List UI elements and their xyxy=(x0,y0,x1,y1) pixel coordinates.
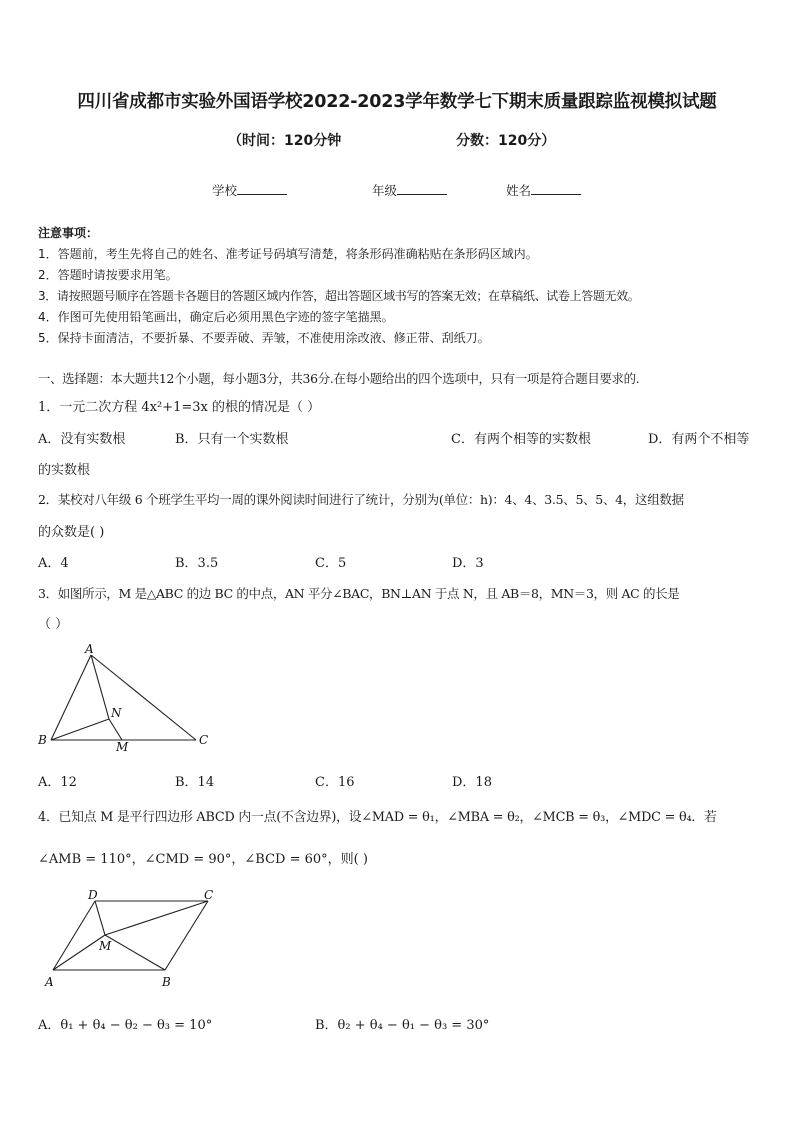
page-title: 四川省成都市实验外国语学校2022-2023学年数学七下期末质量跟踪监视模拟试题 xyxy=(77,92,717,112)
section-heading: 一、选择题：本大题共12个小题，每小题3分，共36分.在每小题给出的四个选项中，只有一项是符合题目要求的. xyxy=(38,371,640,386)
q4-stem-line1: 4．已知点 M 是平行四边形 ABCD 内一点(不含边界)，设∠MAD = θ₁，∠MBA = θ₂，∠MCB = θ₃，∠MDC = θ₄．若 xyxy=(38,810,717,825)
label-c: C xyxy=(204,888,214,902)
q2-stem-line2: 的众数是( ) xyxy=(38,525,105,540)
q1-option-b: B．只有一个实数根 xyxy=(175,432,289,447)
q2-option-a: A．4 xyxy=(38,556,69,571)
segment-md xyxy=(95,901,105,935)
notice-item: 1．答题前，考生先将自己的姓名、准考证号码填写清楚，将条形码准确粘贴在条形码区域内。 xyxy=(38,247,538,261)
school-label: 学校 xyxy=(212,183,238,198)
notice-item: 2．答题时请按要求用笔。 xyxy=(38,268,178,282)
q1-option-a: A．没有实数根 xyxy=(38,432,126,447)
q3-stem-line1: 3．如图所示，M 是△ABC 的边 BC 的中点，AN 平分∠BAC，BN⊥AN 于点 N，且 AB＝8，MN＝3，则 AC 的长是 xyxy=(38,586,680,601)
label-m: M xyxy=(99,939,112,953)
label-a: A xyxy=(85,642,94,656)
q3-stem-line2: （ ） xyxy=(38,617,69,632)
q2-option-d: D．3 xyxy=(452,556,484,571)
label-d: D xyxy=(88,888,98,902)
label-c: C xyxy=(199,733,209,747)
name-blank[interactable] xyxy=(531,181,581,195)
label-a: A xyxy=(45,975,54,989)
segment-cb xyxy=(165,901,208,970)
q3-option-c: C．16 xyxy=(315,775,355,790)
q3-triangle-figure xyxy=(34,640,224,755)
q1-option-d: D．有两个不相等 xyxy=(648,432,750,447)
exam-time: （时间：120分钟 xyxy=(228,133,342,149)
notice-item: 4．作图可先使用铅笔画出，确定后必须用黑色字迹的签字笔描黑。 xyxy=(38,310,394,324)
label-m: M xyxy=(116,740,129,754)
segment-mc xyxy=(105,901,208,935)
q4-stem-line2: ∠AMB = 110°，∠CMD = 90°，∠BCD = 60°，则( ) xyxy=(38,852,368,867)
q4-parallelogram-figure xyxy=(34,888,224,993)
segment-ad xyxy=(53,901,95,970)
q2-option-b: B．3.5 xyxy=(175,556,219,571)
q1-stem: 1．一元二次方程 4x²+1=3x 的根的情况是（ ） xyxy=(38,400,321,415)
school-blank[interactable] xyxy=(237,181,287,195)
exam-score: 分数：120分） xyxy=(456,133,556,149)
label-n: N xyxy=(111,706,122,720)
notice-heading: 注意事项： xyxy=(38,226,99,240)
name-field xyxy=(506,181,581,199)
name-label: 姓名 xyxy=(506,183,532,198)
label-b: B xyxy=(162,975,171,989)
grade-field xyxy=(372,181,447,199)
school-field xyxy=(212,181,287,199)
segment-an xyxy=(91,655,109,719)
segment-ma xyxy=(53,935,105,970)
q4-option-b: B．θ₂ + θ₄ − θ₁ − θ₃ = 30° xyxy=(315,1018,490,1033)
label-b: B xyxy=(38,733,47,747)
q1-option-c: C．有两个相等的实数根 xyxy=(451,432,591,447)
q2-option-c: C．5 xyxy=(315,556,347,571)
segment-ac xyxy=(91,655,196,740)
q3-option-a: A．12 xyxy=(38,775,77,790)
q1-option-d-cont: 的实数根 xyxy=(38,463,91,478)
notice-item: 5．保持卡面清洁，不要折暴、不要弄破、弄皱，不准使用涂改液、修正带、刮纸刀。 xyxy=(38,331,490,345)
q3-option-b: B．14 xyxy=(175,775,215,790)
q3-option-d: D．18 xyxy=(452,775,492,790)
grade-blank[interactable] xyxy=(397,181,447,195)
segment-mb xyxy=(105,935,165,970)
q4-option-a: A．θ₁ + θ₄ − θ₂ − θ₃ = 10° xyxy=(38,1018,213,1033)
segment-mn xyxy=(109,719,122,740)
notice-item: 3．请按照题号顺序在答题卡各题目的答题区域内作答，超出答题区域书写的答案无效；在草稿纸、试卷上答题无效。 xyxy=(38,289,640,303)
q2-stem-line1: 2．某校对八年级 6 个班学生平均一周的课外阅读时间进行了统计，分别为(单位：h)：4、4、3.5、5、5、4，这组数据 xyxy=(38,492,684,507)
grade-label: 年级 xyxy=(372,183,398,198)
